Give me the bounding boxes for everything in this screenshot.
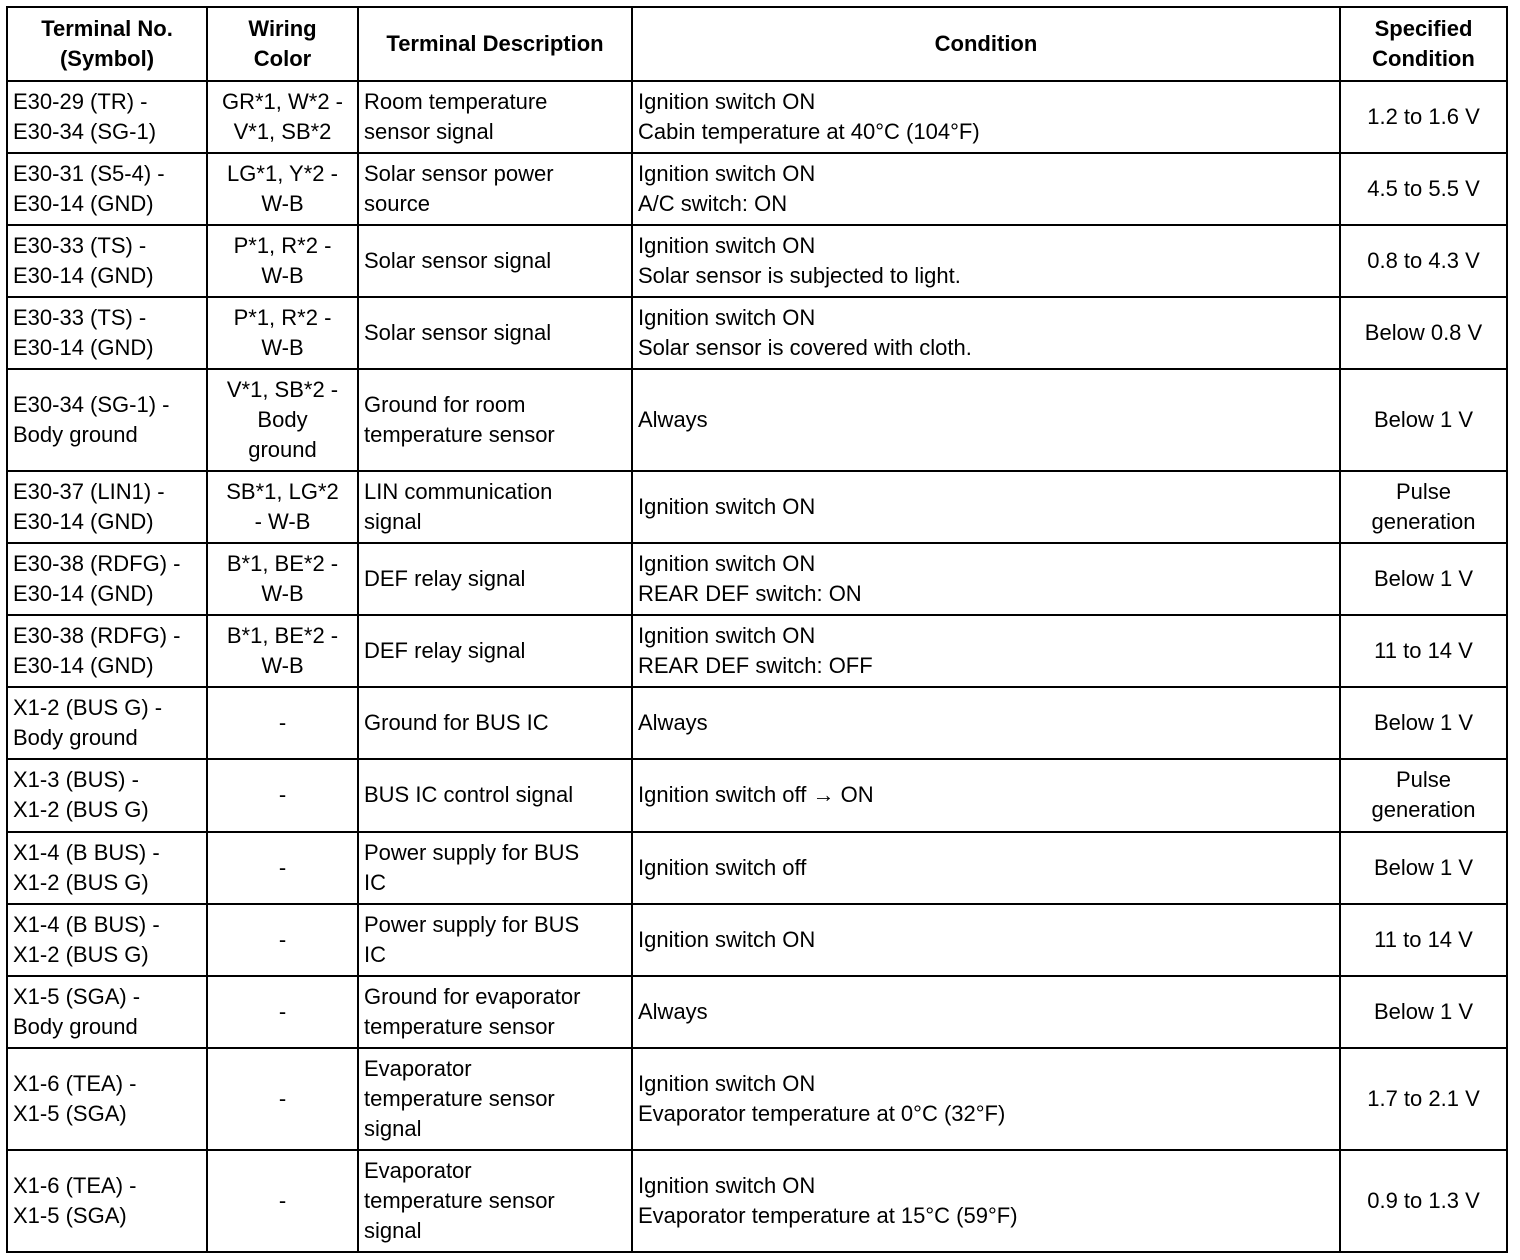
condition-cell: Always [632, 687, 1340, 759]
wiring-cell: - [207, 687, 358, 759]
terminal-cell: E30-29 (TR) - E30-34 (SG-1) [7, 81, 207, 153]
table-row [7, 543, 1507, 615]
wiring-cell: - [207, 759, 358, 831]
terminal-cell: X1-6 (TEA) - X1-5 (SGA) [7, 1048, 207, 1150]
condition-cell: Ignition switch ON Evaporator temperature at 0°C (32°F) [632, 1048, 1340, 1150]
header-terminal-description: Terminal Description [358, 7, 632, 81]
specified-cell: 1.2 to 1.6 V [1340, 81, 1507, 153]
description-cell: Power supply for BUS IC [358, 904, 632, 976]
description-cell: Ground for room temperature sensor [358, 369, 632, 471]
wiring-cell: - [207, 1150, 358, 1252]
wiring-cell: - [207, 904, 358, 976]
condition-cell: Always [632, 369, 1340, 471]
condition-cell: Ignition switch ON Solar sensor is covered with cloth. [632, 297, 1340, 369]
table-row [7, 1150, 1507, 1252]
description-cell: Evaporator temperature sensor signal [358, 1150, 632, 1252]
description-cell: Ground for evaporator temperature sensor [358, 976, 632, 1048]
terminal-cell: E30-31 (S5-4) - E30-14 (GND) [7, 153, 207, 225]
specified-cell: 0.8 to 4.3 V [1340, 225, 1507, 297]
header-specified-condition: Specified Condition [1340, 7, 1507, 81]
wiring-cell: LG*1, Y*2 - W-B [207, 153, 358, 225]
table-row [7, 615, 1507, 687]
table-row [7, 471, 1507, 543]
condition-cell: Ignition switch off [632, 832, 1340, 904]
terminal-cell: X1-4 (B BUS) - X1-2 (BUS G) [7, 904, 207, 976]
table-row [7, 759, 1507, 831]
table-row [7, 904, 1507, 976]
table-row [7, 976, 1507, 1048]
description-cell: BUS IC control signal [358, 759, 632, 831]
header-wiring-color: Wiring Color [207, 7, 358, 81]
condition-cell: Ignition switch ON [632, 471, 1340, 543]
specified-cell: Pulse generation [1340, 471, 1507, 543]
table-row [7, 153, 1507, 225]
specified-cell: Below 1 V [1340, 369, 1507, 471]
condition-cell: Ignition switch ON Cabin temperature at 40°C (104°F) [632, 81, 1340, 153]
specified-cell: Below 1 V [1340, 976, 1507, 1048]
description-cell: Solar sensor power source [358, 153, 632, 225]
description-cell: DEF relay signal [358, 615, 632, 687]
terminal-cell: E30-33 (TS) - E30-14 (GND) [7, 297, 207, 369]
condition-cell: Ignition switch ON REAR DEF switch: OFF [632, 615, 1340, 687]
wiring-cell: B*1, BE*2 - W-B [207, 615, 358, 687]
specified-cell: 11 to 14 V [1340, 615, 1507, 687]
terminal-spec-table [6, 6, 1508, 1253]
terminal-cell: X1-6 (TEA) - X1-5 (SGA) [7, 1150, 207, 1252]
terminal-cell: E30-34 (SG-1) - Body ground [7, 369, 207, 471]
specified-cell: Below 1 V [1340, 687, 1507, 759]
condition-cell: Ignition switch ON Solar sensor is subjected to light. [632, 225, 1340, 297]
terminal-cell: X1-4 (B BUS) - X1-2 (BUS G) [7, 832, 207, 904]
wiring-cell: - [207, 1048, 358, 1150]
description-cell: LIN communication signal [358, 471, 632, 543]
condition-cell: Ignition switch ON A/C switch: ON [632, 153, 1340, 225]
header-condition: Condition [632, 7, 1340, 81]
condition-cell: Ignition switch ON REAR DEF switch: ON [632, 543, 1340, 615]
specified-cell: Below 1 V [1340, 832, 1507, 904]
specified-cell: 1.7 to 2.1 V [1340, 1048, 1507, 1150]
table-row [7, 687, 1507, 759]
description-cell: Solar sensor signal [358, 297, 632, 369]
specified-cell: Below 1 V [1340, 543, 1507, 615]
terminal-cell: E30-38 (RDFG) - E30-14 (GND) [7, 615, 207, 687]
specified-cell: Pulse generation [1340, 759, 1507, 831]
description-cell: DEF relay signal [358, 543, 632, 615]
condition-cell: Ignition switch ON Evaporator temperature at 15°C (59°F) [632, 1150, 1340, 1252]
table-row [7, 297, 1507, 369]
description-cell: Room temperature sensor signal [358, 81, 632, 153]
table-row [7, 81, 1507, 153]
wiring-cell: B*1, BE*2 - W-B [207, 543, 358, 615]
description-cell: Power supply for BUS IC [358, 832, 632, 904]
table-row [7, 225, 1507, 297]
wiring-cell: - [207, 976, 358, 1048]
condition-cell: Ignition switch off → ON [632, 759, 1340, 831]
table-row [7, 1048, 1507, 1150]
wiring-cell: V*1, SB*2 - Body ground [207, 369, 358, 471]
specified-cell: Below 0.8 V [1340, 297, 1507, 369]
terminal-cell: X1-5 (SGA) - Body ground [7, 976, 207, 1048]
table-row [7, 369, 1507, 471]
header-terminal-no: Terminal No. (Symbol) [7, 7, 207, 81]
wiring-cell: P*1, R*2 - W-B [207, 225, 358, 297]
table-header-row [7, 7, 1507, 81]
terminal-cell: E30-37 (LIN1) - E30-14 (GND) [7, 471, 207, 543]
table-row [7, 832, 1507, 904]
terminal-cell: E30-38 (RDFG) - E30-14 (GND) [7, 543, 207, 615]
specified-cell: 0.9 to 1.3 V [1340, 1150, 1507, 1252]
description-cell: Solar sensor signal [358, 225, 632, 297]
wiring-cell: P*1, R*2 - W-B [207, 297, 358, 369]
condition-cell: Ignition switch ON [632, 904, 1340, 976]
description-cell: Ground for BUS IC [358, 687, 632, 759]
terminal-cell: E30-33 (TS) - E30-14 (GND) [7, 225, 207, 297]
wiring-cell: - [207, 832, 358, 904]
wiring-cell: SB*1, LG*2 - W-B [207, 471, 358, 543]
condition-cell: Always [632, 976, 1340, 1048]
description-cell: Evaporator temperature sensor signal [358, 1048, 632, 1150]
specified-cell: 11 to 14 V [1340, 904, 1507, 976]
terminal-cell: X1-3 (BUS) - X1-2 (BUS G) [7, 759, 207, 831]
terminal-cell: X1-2 (BUS G) - Body ground [7, 687, 207, 759]
specified-cell: 4.5 to 5.5 V [1340, 153, 1507, 225]
wiring-cell: GR*1, W*2 - V*1, SB*2 [207, 81, 358, 153]
